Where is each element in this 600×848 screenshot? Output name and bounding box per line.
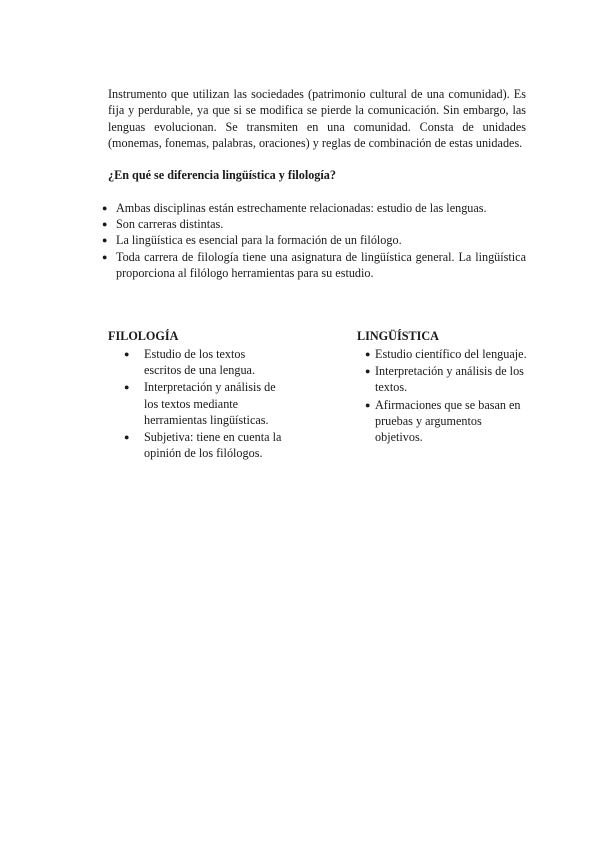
bullet-item <box>102 232 526 248</box>
section-question-heading: ¿En qué se diferencia lingüística y filología? <box>108 168 336 182</box>
linguistica-list <box>357 346 529 445</box>
list-item-text: Estudio científico del lenguaje. <box>375 347 527 361</box>
bullet-icon: ● <box>102 219 108 230</box>
list-item-text: Interpretación y análisis de los textos. <box>375 364 524 395</box>
bullet-icon: ● <box>102 251 108 262</box>
list-item-text: Estudio de los textos escritos de una lengua. <box>144 347 256 378</box>
bullet-icon: ● <box>365 399 371 410</box>
bullet-item <box>102 249 526 281</box>
list-item <box>357 346 529 362</box>
bullet-icon: ● <box>124 382 130 393</box>
bullet-item <box>102 216 526 232</box>
comparison-bullet-list <box>102 200 526 281</box>
list-item <box>357 397 529 446</box>
list-item <box>108 379 284 428</box>
linguistica-title: LINGÜÍSTICA <box>357 329 439 343</box>
bullet-text: Ambas disciplinas están estrechamente relacionadas: estudio de las lenguas. <box>116 201 487 215</box>
filologia-column <box>108 328 308 462</box>
linguistica-column <box>357 328 529 446</box>
bullet-icon: ● <box>102 203 108 213</box>
list-item-text: Interpretación y análisis de los textos mediante herramientas lingüísticas. <box>144 380 276 427</box>
bullet-text: Son carreras distintas. <box>116 217 224 232</box>
list-item <box>108 429 284 461</box>
intro-paragraph: Instrumento que utilizan las sociedades (patrimonio cultural de una comunidad). Es fija y perdurable, ya que si se modifica se pierde la comunicación. Sin embargo, las lenguas evolucionan. Se transmiten en una comunidad. Consta de unidades (monemas, fonemas, palabras, oraciones) y reglas de combinación de estas unidades. <box>108 87 526 151</box>
bullet-icon: ● <box>365 349 371 359</box>
bullet-icon: ● <box>124 432 130 443</box>
list-item-text: Afirmaciones que se basan en pruebas y argumentos objetivos. <box>375 397 521 445</box>
filologia-title: FILOLOGÍA <box>108 329 179 343</box>
list-item <box>108 346 284 378</box>
filologia-list <box>108 346 308 461</box>
list-item <box>357 363 529 395</box>
bullet-icon: ● <box>365 366 371 377</box>
bullet-icon: ● <box>102 235 108 246</box>
bullet-icon: ● <box>124 349 130 359</box>
bullet-text: La lingüística es esencial para la formación de un filólogo. <box>116 233 402 248</box>
list-item-text: Subjetiva: tiene en cuenta la opinión de los filólogos. <box>144 430 282 461</box>
bullet-text: Toda carrera de filología tiene una asignatura de lingüística general. La lingüística proporciona al filólogo herramientas para su estudio. <box>116 249 526 280</box>
bullet-item <box>102 200 526 216</box>
